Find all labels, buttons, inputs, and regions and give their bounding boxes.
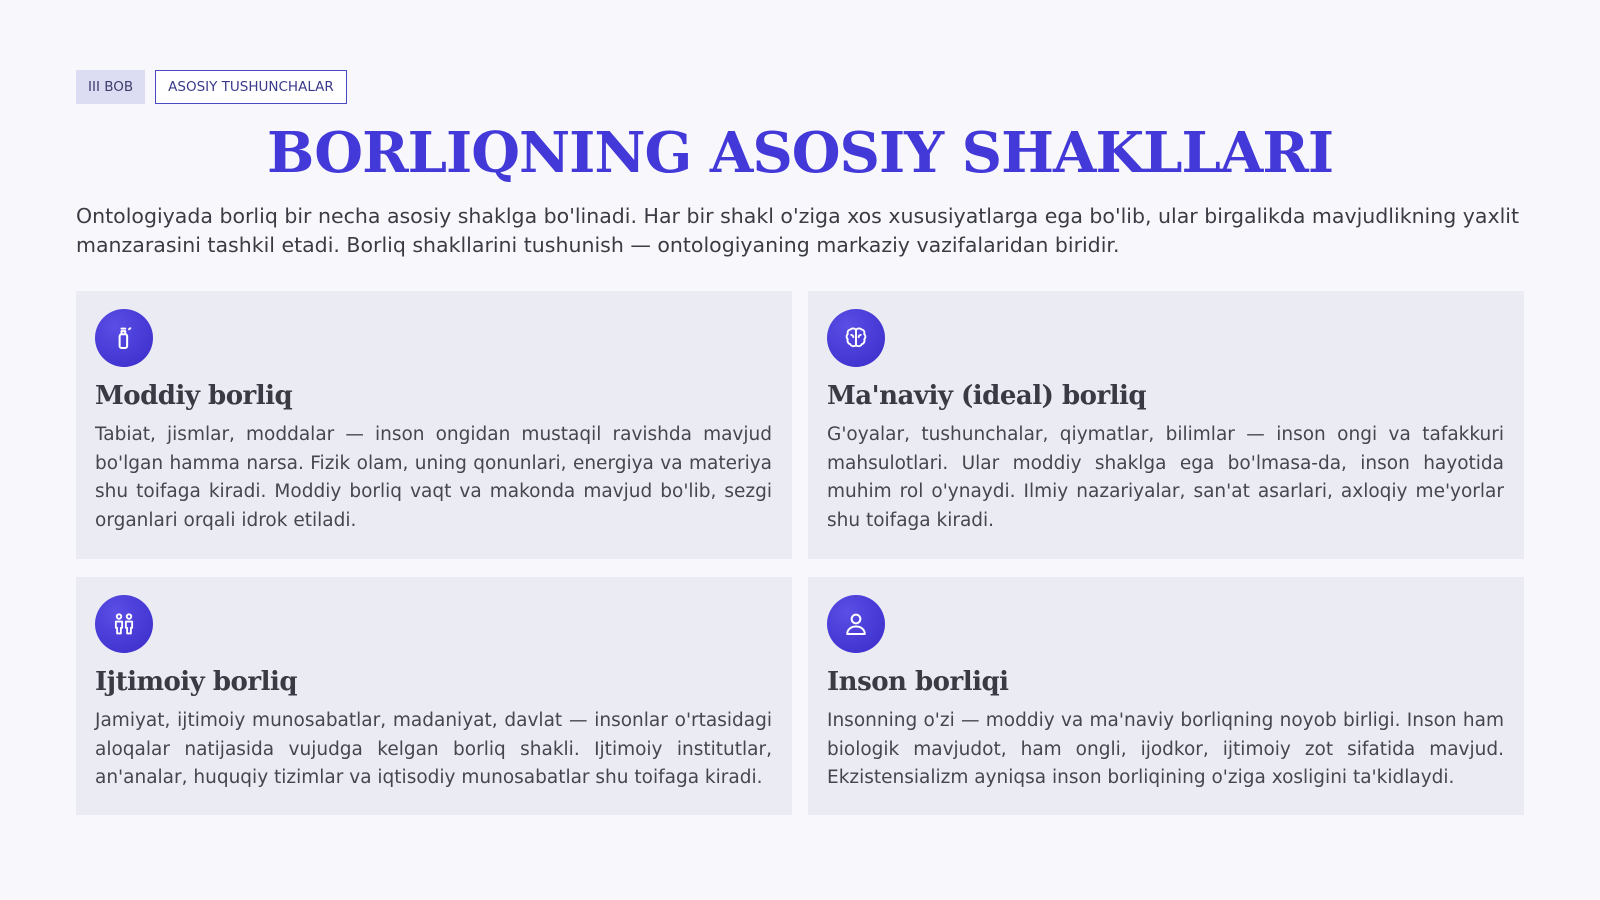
topic-badge: ASOSIY TUSHUNCHALAR — [155, 70, 347, 104]
brain-icon — [827, 309, 885, 367]
chapter-badge: III BOB — [76, 70, 145, 104]
card-title: Ijtimoiy borliq — [95, 667, 297, 697]
card-body: Insonning o'zi — moddiy va ma'naviy borliqning noyob birligi. Inson ham biologik mavjudot, ham ongli, ijodkor, ijtimoiy zot sifatida mavjud. Ekzistensializm ayniqsa inson borliqining o'ziga xosligini ta'kidlaydi. — [827, 710, 1504, 788]
card-body: Tabiat, jismlar, moddalar — inson ongidan mustaqil ravishda mavjud bo'lgan hamma narsa. Fizik olam, uning qonunlari, energiya va materiya shu toifaga kiradi. Moddiy borliq vaqt va makonda mavjud bo'lib, sezgi organlari orqali idrok etiladi. — [95, 424, 772, 531]
intro-paragraph: Ontologiyada borliq bir necha asosiy shaklga bo'linadi. Har bir shakl o'ziga xos xususiyatlarga ega bo'lib, ular birgalikda mavjudlikning yaxlit manzarasini tashkil etadi. Borliq shakllarini tushunish — ontologiyaning markaziy vazifalaridan biridir. — [76, 204, 1520, 257]
person-icon — [827, 595, 885, 653]
card-body: Jamiyat, ijtimoiy munosabatlar, madaniyat, davlat — insonlar o'rtasidagi aloqalar natijasida vujudga kelgan borliq shakli. Ijtimoiy institutlar, an'analar, huquqiy tizimlar va iqtisodiy munosabatlar shu toifaga kiradi. — [95, 710, 772, 788]
card-human-being — [808, 577, 1524, 815]
people-icon — [95, 595, 153, 653]
card-title: Inson borliqi — [827, 667, 1009, 697]
page-title: BORLIQNING ASOSIY SHAKLLARI — [266, 120, 1334, 186]
header-badges — [76, 70, 347, 104]
card-spiritual-being — [808, 291, 1524, 559]
card-body: G'oyalar, tushunchalar, qiymatlar, bilimlar — inson ongi va tafakkuri mahsulotlari. Ular moddiy shaklga ega bo'lmasa-da, inson hayotida muhim rol o'ynaydi. Ilmiy nazariyalar, san'at asarlari, axloqiy me'yorlar shu toifaga kiradi. — [827, 424, 1504, 531]
card-material-being — [76, 291, 792, 559]
card-title: Ma'naviy (ideal) borliq — [827, 381, 1147, 411]
bottle-icon — [95, 309, 153, 367]
card-title: Moddiy borliq — [95, 381, 293, 411]
card-social-being — [76, 577, 792, 815]
